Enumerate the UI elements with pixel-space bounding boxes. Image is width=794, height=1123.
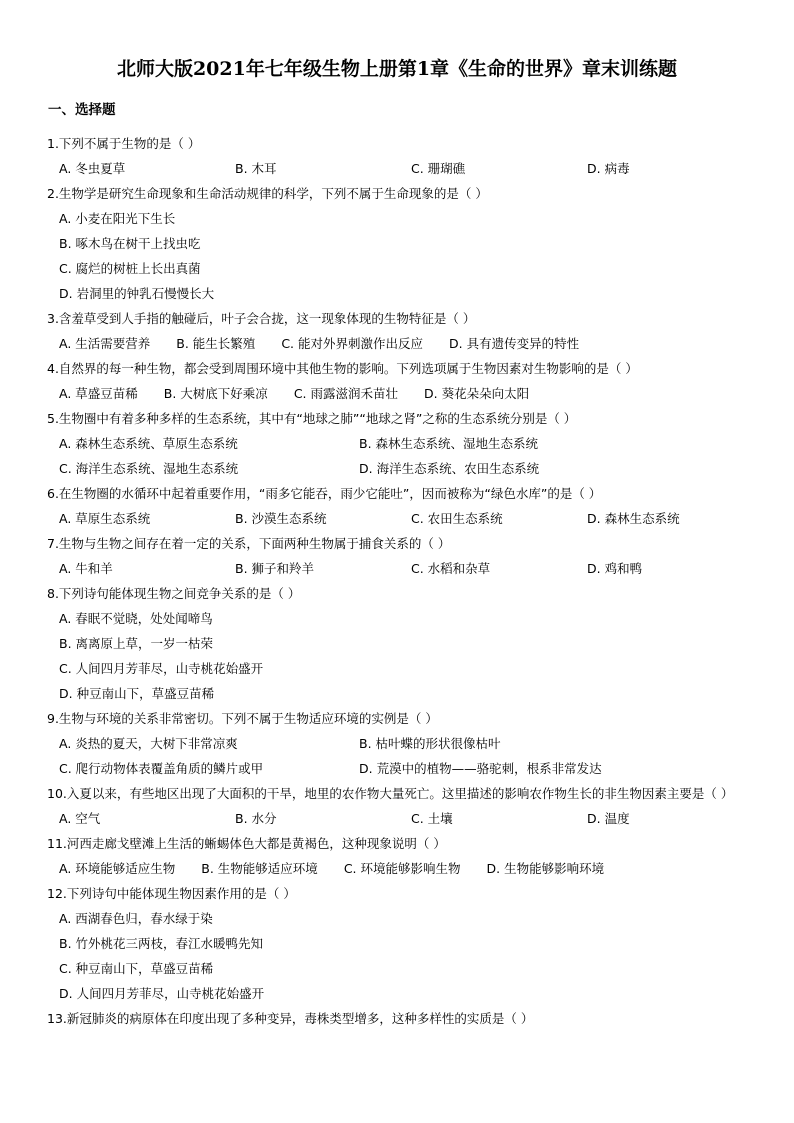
answer-option-b: B. 狮子和羚羊 bbox=[235, 561, 315, 576]
option-row bbox=[47, 231, 757, 256]
answer-option-d: D. 具有遗传变异的特性 bbox=[449, 336, 580, 351]
answer-option-b: B. 沙漠生态系统 bbox=[235, 511, 327, 526]
option-row bbox=[47, 431, 757, 456]
option-row bbox=[47, 506, 757, 531]
option-row bbox=[47, 281, 757, 306]
answer-option-a: A. 牛和羊 bbox=[59, 561, 113, 576]
option-row bbox=[47, 656, 757, 681]
question-8 bbox=[47, 581, 757, 706]
question-10 bbox=[47, 781, 757, 831]
question-6 bbox=[47, 481, 757, 531]
question-stem: 2.生物学是研究生命现象和生命活动规律的科学，下列不属于生命现象的是（ ） bbox=[47, 186, 488, 201]
answer-option-b: B. 大树底下好乘凉 bbox=[163, 386, 268, 401]
answer-option-c: C. 农田生态系统 bbox=[411, 511, 503, 526]
answer-option-a: A. 炎热的夏天，大树下非常凉爽 bbox=[59, 736, 238, 751]
section-heading: 一、选择题 bbox=[48, 102, 116, 118]
option-row bbox=[47, 856, 757, 881]
question-5 bbox=[47, 406, 757, 481]
answer-option-d: D. 岩洞里的钟乳石慢慢长大 bbox=[59, 286, 215, 301]
answer-option-d: D. 种豆南山下，草盛豆苗稀 bbox=[59, 686, 215, 701]
answer-option-c: C. 能对外界刺激作出反应 bbox=[281, 336, 423, 351]
answer-option-d: D. 森林生态系统 bbox=[587, 511, 680, 526]
answer-option-d: D. 人间四月芳菲尽，山寺桃花始盛开 bbox=[59, 986, 265, 1001]
answer-option-d: D. 病毒 bbox=[587, 161, 630, 176]
answer-option-b: B. 枯叶蝶的形状很像枯叶 bbox=[359, 736, 501, 751]
answer-option-a: A. 草盛豆苗稀 bbox=[59, 386, 138, 401]
question-3 bbox=[47, 306, 757, 356]
answer-option-b: B. 能生长繁殖 bbox=[176, 336, 256, 351]
question-stem: 10.入夏以来，有些地区出现了大面积的干旱，地里的农作物大量死亡。这里描述的影响农作物生长的非生物因素主要是（ ） bbox=[47, 786, 734, 801]
answer-option-c: C. 水稻和杂草 bbox=[411, 561, 491, 576]
question-stem: 9.生物与环境的关系非常密切。下列不属于生物适应环境的实例是（ ） bbox=[47, 711, 438, 726]
answer-option-c: C. 珊瑚礁 bbox=[411, 161, 466, 176]
answer-option-c: C. 雨露滋润禾苗壮 bbox=[293, 386, 398, 401]
answer-option-b: B. 啄木鸟在树干上找虫吃 bbox=[59, 236, 201, 251]
answer-option-c: C. 环境能够影响生物 bbox=[343, 861, 461, 876]
option-row bbox=[47, 456, 757, 481]
answer-option-c: C. 爬行动物体表覆盖角质的鳞片或甲 bbox=[59, 761, 264, 776]
question-1 bbox=[47, 131, 757, 181]
option-row bbox=[47, 631, 757, 656]
answer-option-c: C. 腐烂的树桩上长出真菌 bbox=[59, 261, 201, 276]
answer-option-b: B. 竹外桃花三两枝，春江水暖鸭先知 bbox=[59, 936, 264, 951]
option-row bbox=[47, 606, 757, 631]
question-stem: 6.在生物圈的水循环中起着重要作用，“雨多它能吞，雨少它能吐”，因而被称为“绿色水库”的是（ ） bbox=[47, 486, 602, 501]
option-row bbox=[47, 206, 757, 231]
answer-option-d: D. 鸡和鸭 bbox=[587, 561, 643, 576]
question-7 bbox=[47, 531, 757, 581]
question-9 bbox=[47, 706, 757, 781]
answer-option-a: A. 空气 bbox=[59, 811, 101, 826]
document-title: 北师大版2021年七年级生物上册第1章《生命的世界》章末训练题 bbox=[116, 58, 678, 80]
answer-option-a: A. 生活需要营养 bbox=[59, 336, 151, 351]
question-stem: 12.下列诗句中能体现生物因素作用的是（ ） bbox=[47, 886, 296, 901]
answer-option-c: C. 海洋生态系统、湿地生态系统 bbox=[59, 461, 239, 476]
option-row bbox=[47, 156, 757, 181]
answer-option-a: A. 森林生态系统、草原生态系统 bbox=[59, 436, 238, 451]
answer-option-d: D. 温度 bbox=[587, 811, 630, 826]
option-row bbox=[47, 681, 757, 706]
answer-option-b: B. 水分 bbox=[235, 811, 277, 826]
option-row bbox=[47, 981, 757, 1006]
question-stem: 3.含羞草受到人手指的触碰后，叶子会合拢，这一现象体现的生物特征是（ ） bbox=[47, 311, 476, 326]
answer-option-c: C. 土壤 bbox=[411, 811, 453, 826]
answer-option-d: D. 海洋生态系统、农田生态系统 bbox=[359, 461, 540, 476]
question-2 bbox=[47, 181, 757, 306]
option-row bbox=[47, 381, 757, 406]
answer-option-d: D. 生物能够影响环境 bbox=[486, 861, 605, 876]
option-row bbox=[47, 956, 757, 981]
question-13 bbox=[47, 1006, 757, 1031]
question-stem: 13.新冠肺炎的病原体在印度出现了多种变异，毒株类型增多，这种多样性的实质是（ ） bbox=[47, 1011, 534, 1026]
answer-option-b: B. 生物能够适应环境 bbox=[201, 861, 318, 876]
option-row bbox=[47, 906, 757, 931]
question-stem: 11.河西走廊戈壁滩上生活的蜥蜴体色大都是黄褐色，这种现象说明（ ） bbox=[47, 836, 446, 851]
question-stem: 7.生物与生物之间存在着一定的关系，下面两种生物属于捕食关系的（ ） bbox=[47, 536, 451, 551]
answer-option-a: A. 冬虫夏草 bbox=[59, 161, 126, 176]
answer-option-b: B. 森林生态系统、湿地生态系统 bbox=[359, 436, 539, 451]
option-row bbox=[47, 806, 757, 831]
question-11 bbox=[47, 831, 757, 881]
answer-option-b: B. 离离原上草，一岁一枯荣 bbox=[59, 636, 214, 651]
answer-option-d: D. 荒漠中的植物——骆驼刺，根系非常发达 bbox=[359, 761, 602, 776]
question-stem: 4.自然界的每一种生物，都会受到周围环境中其他生物的影响。下列选项属于生物因素对生物影响的是（ ） bbox=[47, 361, 638, 376]
question-stem: 1.下列不属于生物的是（ ） bbox=[47, 136, 201, 151]
question-stem: 5.生物圈中有着多种多样的生态系统，其中有“地球之肺”“地球之肾”之称的生态系统分别是（ ） bbox=[47, 411, 577, 426]
option-row bbox=[47, 331, 757, 356]
answer-option-a: A. 春眠不觉晓，处处闻啼鸟 bbox=[59, 611, 213, 626]
answer-option-c: C. 种豆南山下，草盛豆苗稀 bbox=[59, 961, 214, 976]
question-4 bbox=[47, 356, 757, 406]
answer-option-a: A. 小麦在阳光下生长 bbox=[59, 211, 176, 226]
option-row bbox=[47, 731, 757, 756]
answer-option-c: C. 人间四月芳菲尽，山寺桃花始盛开 bbox=[59, 661, 264, 676]
question-12 bbox=[47, 881, 757, 1006]
answer-option-a: A. 环境能够适应生物 bbox=[59, 861, 176, 876]
option-row bbox=[47, 556, 757, 581]
answer-option-a: A. 草原生态系统 bbox=[59, 511, 151, 526]
option-row bbox=[47, 756, 757, 781]
option-row bbox=[47, 256, 757, 281]
answer-option-d: D. 葵花朵朵向太阳 bbox=[424, 386, 530, 401]
question-list bbox=[47, 131, 757, 1031]
answer-option-b: B. 木耳 bbox=[235, 161, 277, 176]
question-stem: 8.下列诗句能体现生物之间竞争关系的是（ ） bbox=[47, 586, 301, 601]
answer-option-a: A. 西湖春色归，春水绿于染 bbox=[59, 911, 213, 926]
option-row bbox=[47, 931, 757, 956]
